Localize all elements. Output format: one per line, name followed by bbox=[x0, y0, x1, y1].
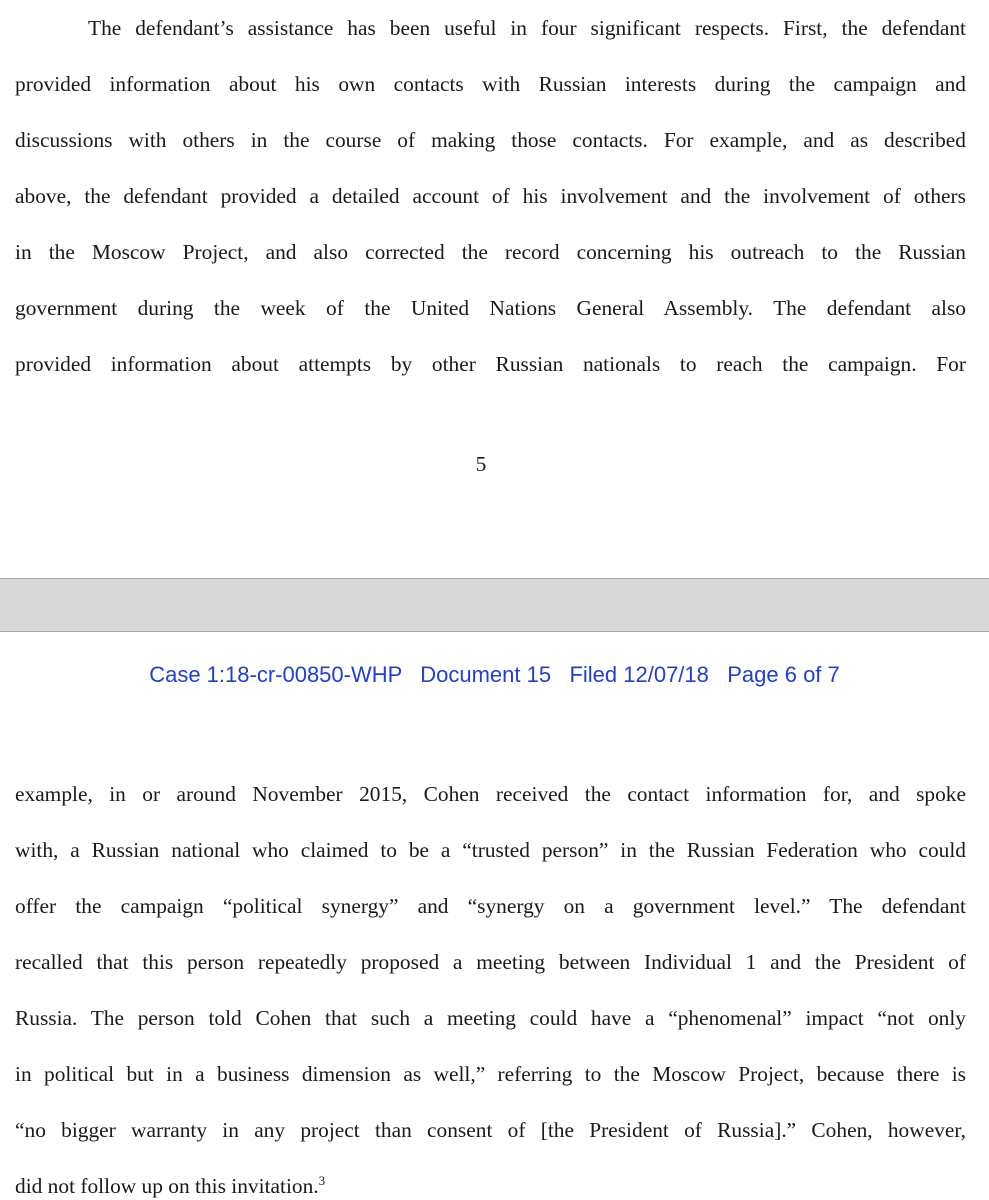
text-line: Russia. The person told Cohen that such a meeting could have a “phenomenal” impact “not only bbox=[15, 1006, 966, 1030]
text-line: provided information about his own contacts with Russian interests during the campaign and bbox=[15, 72, 966, 96]
text-line: example, in or around November 2015, Cohen received the contact information for, and spoke bbox=[15, 782, 966, 806]
text-line: offer the campaign “political synergy” and “synergy on a government level.” The defendant bbox=[15, 894, 966, 918]
filed-date: Filed 12/07/18 bbox=[569, 662, 709, 687]
page-number: 5 bbox=[475, 452, 487, 476]
document-number: Document 15 bbox=[420, 662, 552, 687]
text-line: “no bigger warranty in any project than consent of [the President of Russia].” Cohen, however, bbox=[15, 1118, 966, 1142]
text-line: discussions with others in the course of making those contacts. For example, and as described bbox=[15, 128, 966, 152]
text-line: recalled that this person repeatedly proposed a meeting between Individual 1 and the President of bbox=[15, 950, 966, 974]
text-line: with, a Russian national who claimed to be a “trusted person” in the Russian Federation who could bbox=[15, 838, 966, 862]
text-line: above, the defendant provided a detailed account of his involvement and the involvement of others bbox=[15, 184, 966, 208]
pdf-page-6 bbox=[0, 632, 989, 1200]
pdf-page-5 bbox=[0, 0, 989, 578]
footnote-marker[interactable]: 3 bbox=[318, 1172, 326, 1188]
text-line: provided information about attempts by other Russian nationals to reach the campaign. For bbox=[15, 352, 966, 376]
page-separator bbox=[0, 578, 989, 632]
case-number: Case 1:18-cr-00850-WHP bbox=[149, 662, 402, 687]
text-line: in the Moscow Project, and also corrected the record concerning his outreach to the Russian bbox=[15, 240, 966, 264]
page-indicator: Page 6 of 7 bbox=[727, 662, 840, 687]
text-line: The defendant’s assistance has been useful in four significant respects. First, the defendant bbox=[88, 16, 966, 40]
text-line: in political but in a business dimension as well,” referring to the Moscow Project, because there is bbox=[15, 1062, 966, 1086]
text-line-last bbox=[15, 1171, 966, 1200]
text-line-content: did not follow up on this invitation. bbox=[15, 1174, 319, 1198]
case-header bbox=[0, 660, 989, 690]
text-line: government during the week of the United Nations General Assembly. The defendant also bbox=[15, 296, 966, 320]
